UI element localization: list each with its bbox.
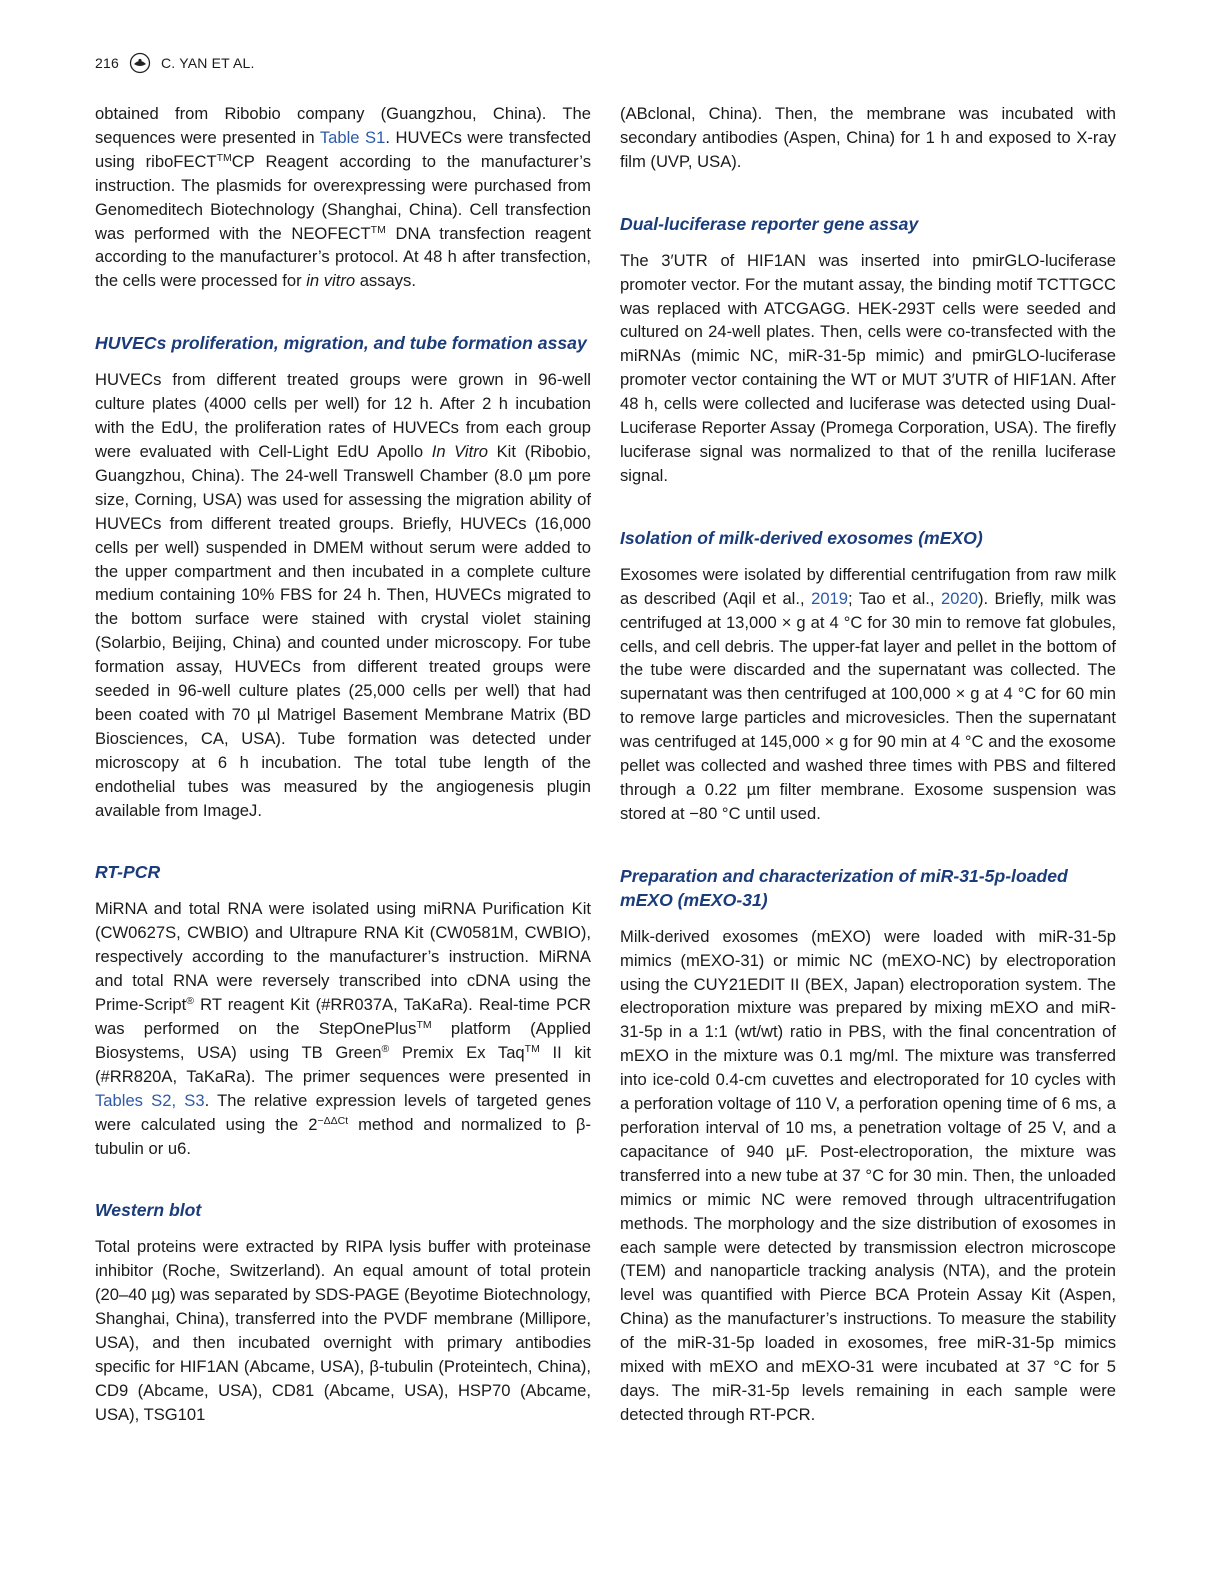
paragraph-dual-luciferase: The 3′UTR of HIF1AN was inserted into pmirGLO-luciferase promoter vector. For the mutant assay, the binding motif TCTTGCC was replaced with ATCGAGG. HEK-293T cells were seeded and cultured on 24-well plates. Then, cells were co-transfected with the miRNAs (mimic NC, miR-31-5p mimic) and pmirGLO-luciferase promoter vector containing the WT or MUT 3′UTR of HIF1AN. After 48 h, cells were collected and luciferase was detected using Dual-Luciferase Reporter Assay (Promega Corporation, USA). The firefly luciferase signal was normalized to that of the renilla luciferase signal. [620, 250, 1116, 485]
heading-exosome-isolation: Isolation of milk-derived exosomes (mEXO) [620, 527, 983, 548]
heading-dual-luciferase: Dual-luciferase reporter gene assay [620, 213, 919, 234]
right-column [620, 102, 1116, 1427]
link-ref-2019[interactable]: 2019 [811, 588, 849, 608]
left-column [95, 102, 591, 1427]
paragraph-transfection: obtained from Ribobio company (Guangzhou, China). The sequences were presented in Table S1. HUVECs were transfected using riboFECT™CP Reagent according to the manufacturer’s instruction. The plasmids for overexpressing were purchased from Genomeditech Biotechnology (Shanghai, China). Cell transfection was performed with the NEOFECT™ DNA transfection reagent according to the manufacturer’s protocol. At 48 h after transfection, the cells were processed for in vitro assays. [95, 104, 592, 291]
link-table-s1[interactable]: Table S1 [319, 127, 386, 147]
link-ref-2020[interactable]: 2020 [941, 588, 978, 608]
heading-western-blot: Western blot [95, 1200, 202, 1221]
paragraph-western-blot: Total proteins were extracted by RIPA lysis buffer with proteinase inhibitor (Roche, Switzerland). An equal amount of total protein (20–40 µg) was separated by SDS-PAGE (Beyotime Biotechnology, Shanghai, China), transferred into the PVDF membrane (Millipore, USA), and then incubated overnight with primary antibodies specific for HIF1AN (Abcame, USA), β-tubulin (Proteintech, China), CD9 (Abcame, USA), CD81 (Abcame, USA), HSP70 (Abcame, USA), TSG101 [95, 1237, 591, 1424]
paragraph-huvecs-assay: HUVECs from different treated groups were grown in 96-well culture plates (4000 cells per well) for 12 h. After 2 h incubation with the EdU, the proliferation rates of HUVECs from each group were evaluated with Cell-Light EdU Apollo In Vitro Kit (Ribobio, Guangzhou, China). The 24-well Transwell Chamber (8.0 µm pore size, Corning, USA) was used for assessing the migration ability of HUVECs from different treated groups. Briefly, HUVECs (16,000 cells per well) suspended in DMEM without serum were added to the upper compartment and then incubated in a complete culture medium containing 10% FBS for 24 h. Then, HUVECs migrated to the bottom surface were stained with crystal violet staining (Solarbio, Beijing, China) and counted under microscopy. For tube formation assay, HUVECs from different treated groups were seeded in 96-well culture plates (25,000 cells per well) that had been coated with 70 µl Matrigel Basement Membrane Matrix (BD Biosciences, CA, USA). Tube formation was detected under microscopy at 6 h incubation. The total tube length of the endothelial tubes was measured by the angiogenesis plugin available from ImageJ. [95, 370, 591, 820]
paragraph-rt-pcr: MiRNA and total RNA were isolated using miRNA Purification Kit (CW0627S, CWBIO) and Ultrapure RNA Kit (CW0581M, CWBIO), respectively according to the manufacturer’s instruction. MiRNA and total RNA were reversely transcribed into cDNA using the Prime-Script® RT reagent Kit (#RR037A, TaKaRa). Real-time PCR was performed on the StepOnePlus™ platform (Applied Biosystems, USA) using TB Green® Premix Ex Taq™ II kit (#RR820A, TaKaRa). The primer sequences were presented in Tables S2, S3. The relative expression levels of targeted genes were calculated using the $2^{-\Delta\Delta Ct}$ method and normalized to β-tubulin or u6. [95, 899, 592, 1158]
paragraph-mexo-preparation: Milk-derived exosomes (mEXO) were loaded with miR-31-5p mimics (mEXO-31) or mimic NC (mEXO-NC) by electroporation using the CUY21EDIT II (BEX, Japan) electroporation system. The electroporation mixture was prepared by mixing mEXO and miR-31-5p in a 1:1 (wt/wt) ratio in PBS, with the final concentration of mEXO in the mixture was 0.1 mg/ml. The mixture was transferred into ice-cold 0.4-cm cuvettes and electroporated for 10 cycles with a perforation voltage of 110 V, a perforation opening time of 6 ms, a perforation interval of 10 ms, a penetration voltage of 25 V, and a capacitance of 940 µF. Post-electroporation, the mixture was transferred into a new tube at 37 °C for 30 min. Then, the unloaded mimics or mimic NC were removed through ultracentrifugation methods. The morphology and the size distribution of exosomes in each sample were detected by transmission electron microscope (TEM) and nanoparticle tracking analysis (NTA), and the protein level was quantified with Pierce BCA Protein Assay Kit (Aspen, China) as the manufacturer’s instructions. To measure the stability of the miR-31-5p loaded in exosomes, free miR-31-5p mimics mixed with mEXO and mEXO-31 were incubated at 37 °C for 5 days. The miR-31-5p levels remaining in each sample were detected through RT-PCR. [620, 926, 1116, 1424]
running-head-authors: C. YAN ET AL. [160, 55, 255, 71]
heading-huvecs-assay: HUVECs proliferation, migration, and tube formation assay [95, 333, 587, 354]
running-head [95, 52, 255, 74]
page-number: 216 [95, 55, 119, 71]
journal-logo-icon [129, 52, 151, 74]
heading-mexo-preparation: Preparation and characterization of miR-31-5p-loaded mEXO (mEXO-31) [620, 865, 1068, 910]
paragraph-western-blot-continued: (ABclonal, China). Then, the membrane was incubated with secondary antibodies (Aspen, China) for 1 h and exposed to X-ray film (UVP, USA). [620, 104, 1116, 171]
paragraph-exosome-isolation: Exosomes were isolated by differential centrifugation from raw milk as described (Aqil et al., 2019; Tao et al., 2020). Briefly, milk was centrifuged at 13,000 × g at 4 °C for 30 min to remove fat globules, cells, and cell debris. The upper-fat layer and pellet in the bottom of the tube were discarded and the supernatant was collected. The supernatant was then centrifuged at 100,000 × g at 4 °C for 60 min to remove large particles and microvesicles. Then the supernatant was centrifuged at 145,000 × g for 90 min at 4 °C and the exosome pellet was collected and washed three times with PBS and filtered through a 0.22 µm filter membrane. Exosome suspension was stored at −80 °C until used. [620, 564, 1117, 823]
heading-rt-pcr: RT-PCR [95, 862, 161, 883]
link-tables-s2-s3[interactable]: Tables S2, S3 [95, 1090, 205, 1110]
